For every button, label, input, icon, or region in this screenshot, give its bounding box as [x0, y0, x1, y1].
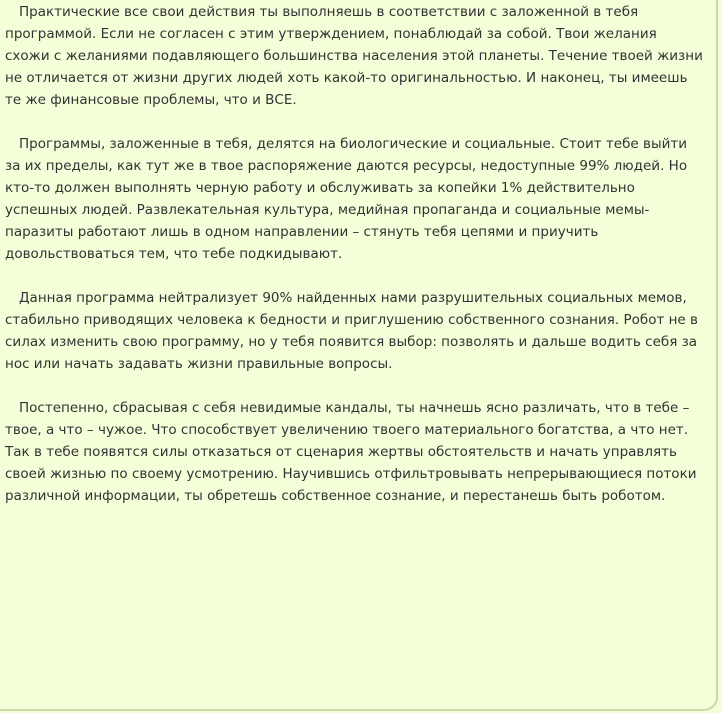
paragraph-1: Практические все свои действия ты выполняешь в соответствии с заложенной в тебя программой. Если не согласен с этим утверждением, понаблюдай за собой. Твои желания схожи с желаниями подавляющего большинства населения этой планеты. Течение твоей жизни не отличается от жизни других людей хоть какой-то оригинальностью. И наконец, ты имеешь те же финансовые проблемы, что и ВСЕ. [5, 4, 703, 108]
paragraph-2: Программы, заложенные в тебя, делятся на биологические и социальные. Стоит тебе выйти за их пределы, как тут же в твое распоряжение даются ресурсы, недоступные 99% людей. Но кто-то должен выполнять черную работу и обслуживать за копейки 1% действительно успешных людей. Развлекательная культура, медийная пропаганда и социальные мемы-паразиты работают лишь в одном направлении – стянуть тебя цепями и приучить довольствоваться тем, что тебе подкидывают. [5, 136, 688, 262]
paragraph-3: Данная программа нейтрализует 90% найденных нами разрушительных социальных мемов, стабильно приводящих человека к бедности и приглушению собственного сознания. Робот не в силах изменить свою программу, но у тебя появится выбор: позволять и дальше водить себя за нос или начать задавать жизни правильные вопросы. [5, 290, 698, 372]
paragraph-4: Постепенно, сбрасывая с себя невидимые кандалы, ты начнешь ясно различать, что в тебе – твое, а что – чужое. Что способствует увеличению твоего материального богатства, а что нет. Так в тебе появятся силы отказаться от сценария жертвы обстоятельств и начать управлять своей жизнью по своему усмотрению. Научившись отфильтровывать непрерывающиеся потоки различной информации, ты обретешь собственное сознание, и перестанешь быть роботом. [5, 400, 697, 504]
